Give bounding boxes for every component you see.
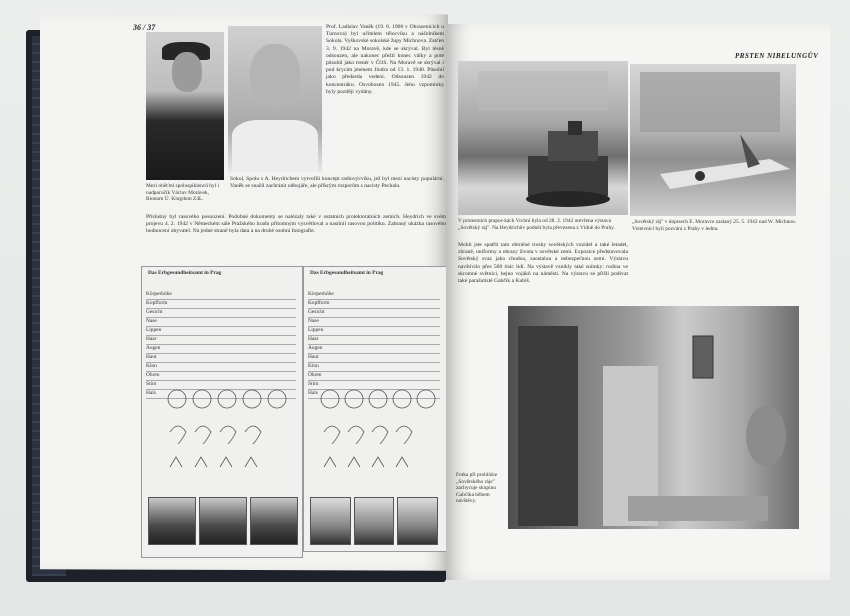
mugshot xyxy=(310,497,351,545)
page-number: 36 / 37 xyxy=(133,23,156,32)
mugshot-row-right xyxy=(310,497,438,545)
form-row: Lippen xyxy=(146,327,296,336)
room-illustration xyxy=(508,306,799,529)
sportsman-shirt xyxy=(232,120,318,172)
portrait-caption: Mezi oběťmi spoluspiklenců byl i nadporučík Václav Morávek, Bionom Ú. Kingdom Z4L. xyxy=(146,183,219,203)
form-row: Hals xyxy=(308,390,440,399)
form-row: Nase xyxy=(146,318,296,327)
form-row: Stirn xyxy=(308,381,440,390)
room-caption: Fotka při prohlídce „Sovětského ráje" zachycuje skupinu Gabčíka během návštěvy. xyxy=(456,472,498,505)
mugshot xyxy=(397,497,438,545)
form-row: Gesicht xyxy=(146,309,296,318)
running-head: PRSTEN NIBELUNGŮV xyxy=(735,52,819,60)
officer-portrait-photo xyxy=(146,32,224,180)
officer-face xyxy=(172,52,202,92)
form-right-header: Das Erbgesundheitsamt in Prag xyxy=(310,270,384,276)
form-row: Kopfform xyxy=(146,300,296,309)
mugshot xyxy=(354,497,395,545)
form-row: Nase xyxy=(308,318,440,327)
mugshot xyxy=(148,497,196,545)
form-row: Gesicht xyxy=(308,309,440,318)
aircraft-exhibition-photo xyxy=(630,64,796,216)
face-profile-sketches-right xyxy=(318,387,438,487)
form-row: Augen xyxy=(308,345,440,354)
sportsman-face xyxy=(250,44,300,108)
form-row: Ohren xyxy=(308,372,440,381)
form-row: Haar xyxy=(308,336,440,345)
exhibition-text: Mohli jste spatřit tam obrněné trosky sovětských vozidel a také letadel, zbraně, uniformy a obrazy života v sovětské zemi. Expozice představovala Sovětský svaz jako chudou, zaostalou a nebezpečnou zemi. Výstavu navštívilo přes 500 tisíc lidí. Na výstavě vznikly také snímky: rodina ve skromné světnici, hejno vojáků na náměstí. Na výstavu se přišli podívat také parašutisté Gabčík a Kubiš. xyxy=(458,242,628,285)
form-left-rows xyxy=(146,291,296,399)
form-row: Kinn xyxy=(308,363,440,372)
mugshot-row-left xyxy=(148,497,298,545)
form-row: Hals xyxy=(146,390,296,399)
face-profile-sketches-left xyxy=(162,387,292,487)
race-form-right xyxy=(303,266,447,552)
mid-text-block: Příslušný byl rasového posouzení. Podobné dokumenty se nalézaly také v ostatních protektorátních zemích. Heydrich ve svém projevu 4. 2. 1942 v Německém sále Pražského hradu přítomným vysvětloval a nastínil rasovou politiku. Zabraný ukázka rasového hodnocení obyvatel. Na jedné straně byla data a na druhé osobní fotografie. xyxy=(146,214,446,235)
tank-exhibition-photo xyxy=(458,61,628,215)
form-row: Körperhöhe xyxy=(308,291,440,300)
form-row: Kopfform xyxy=(308,300,440,309)
sportsman-portrait-photo xyxy=(228,26,322,172)
aircraft-caption: „Sovětský ráj" v dopisech E. Moravce zaslaný 25. 5. 1942 nad W. Michnou. Vrstevníci byli pozváni z Prahy v lednu. xyxy=(632,219,797,232)
form-row: Stirn xyxy=(146,381,296,390)
left-text-block: Prof. Ladislav Vaněk (19. 6. 1906 v Ohrazenicích u Turnova) byl učitelem tělocviku a náčelníkem Sokola. Vyškovské sokolské župy Michnova. Zatčen 3. 9. 1942 na Moravě, kde se skrýval. Byl těsně odsouzen, ale nakonec přežil konec války a poté působil jako trenér v ČOS. Na Moravě se skrýval i pod krycím jménem Jindra od 13. 1. 1940. Působil jako předseda vedení. Odsouzen 1942 do koncentráku. Osvobozen 1945. Jeho vzpomínky byly později vydány. xyxy=(326,24,444,95)
aircraft-illustration xyxy=(630,64,796,216)
sport-caption: Sokol, Spolu s A. Heydrichem vytvořili koncept radiovýcviku, jež byl mezi nacisty populární. Vaněk se snažil zachránit odbojáře, ale příkrým rozporům s nacisty Pechalu. xyxy=(230,176,444,190)
form-row: Haut xyxy=(308,354,440,363)
soviet-room-exhibit-photo xyxy=(508,306,799,529)
form-row: Kinn xyxy=(146,363,296,372)
form-row: Lippen xyxy=(308,327,440,336)
form-row: Körperhöhe xyxy=(146,291,296,300)
tank-caption: V protestních prapor-kách Vrchní byla od 28. 2. 1942 otevřena výstava „Sovětský ráj". Na Heydrichův podnět byla převezena z Vídně do Prahy. xyxy=(458,218,615,231)
mugshot xyxy=(199,497,247,545)
form-right-rows xyxy=(308,291,440,399)
form-row: Ohren xyxy=(146,372,296,381)
form-row: Haut xyxy=(146,354,296,363)
mugshot xyxy=(250,497,298,545)
form-row: Haar xyxy=(146,336,296,345)
form-row: Augen xyxy=(146,345,296,354)
tank-illustration xyxy=(458,61,628,215)
form-left-header: Das Erbgesundheitsamt in Prag xyxy=(148,270,222,276)
race-form-left xyxy=(141,266,303,558)
